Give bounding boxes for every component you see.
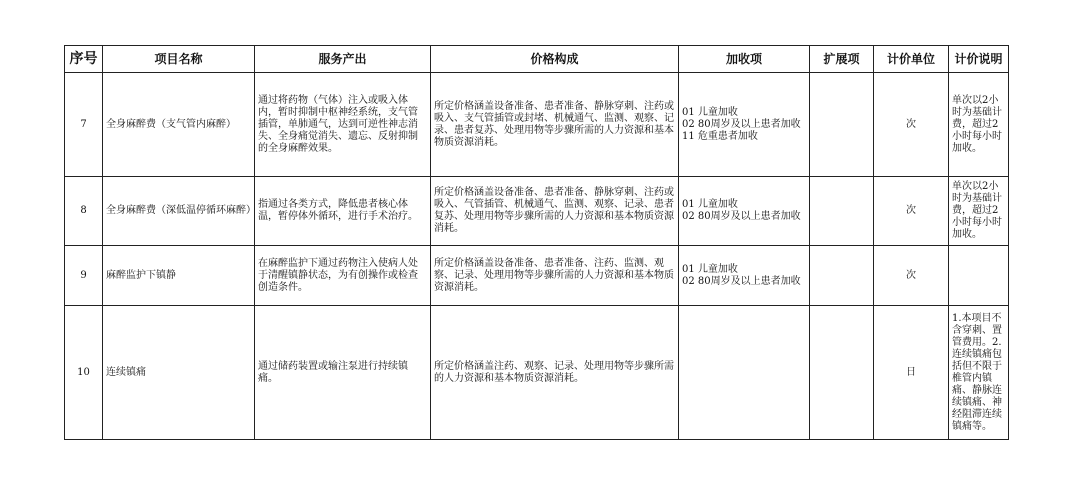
addon-item: 01 儿童加收 [682, 106, 738, 118]
row-no: 8 [65, 177, 103, 246]
header-unit: 计价单位 [874, 46, 949, 73]
row-note [949, 246, 1009, 306]
table-row [65, 246, 1009, 306]
row-price: 所定价格涵盖设备准备、患者准备、静脉穿刺、注药或吸入、气管插管、机械通气、监测、观察、记录、患者复苏、处理用物等步骤所需的人力资源和基本物质资源消耗。 [431, 177, 679, 246]
row-ext [810, 246, 874, 306]
row-no: 10 [65, 306, 103, 440]
row-unit: 次 [874, 73, 949, 177]
row-unit: 次 [874, 246, 949, 306]
row-unit: 日 [874, 306, 949, 440]
table-row [65, 73, 1009, 177]
row-no: 9 [65, 246, 103, 306]
header-addons: 加收项 [679, 46, 810, 73]
row-no: 7 [65, 73, 103, 177]
table-row [65, 306, 1009, 440]
row-output: 通过储药装置或输注泵进行持续镇痛。 [255, 306, 431, 440]
row-output: 指通过各类方式，降低患者核心体温，暂停体外循环，进行手术治疗。 [255, 177, 431, 246]
header-row [65, 46, 1009, 73]
row-note: 1.本项目不含穿刺、置管费用。2.连续镇痛包括但不限于椎管内镇痛、静脉连续镇痛、神经阻滞连续镇痛等。 [949, 306, 1009, 440]
addon-item: 01 儿童加收 [682, 199, 738, 210]
fee-table [64, 45, 1009, 440]
addon-item: 02 80周岁及以上患者加收 [682, 118, 801, 130]
row-price: 所定价格涵盖注药、观察、记录、处理用物等步骤所需的人力资源和基本物质资源消耗。 [431, 306, 679, 440]
header-no: 序号 [65, 46, 103, 73]
row-ext [810, 73, 874, 177]
row-name: 全身麻醉费（深低温停循环麻醉） [103, 177, 255, 246]
header-note: 计价说明 [949, 46, 1009, 73]
header-name: 项目名称 [103, 46, 255, 73]
addon-item: 02 80周岁及以上患者加收 [682, 211, 801, 222]
row-output: 通过将药物（气体）注入或吸入体内，暂时抑制中枢神经系统，支气管插管，单肺通气，达到可逆性神志消失、全身痛觉消失、遗忘、反射抑制的全身麻醉效果。 [255, 73, 431, 177]
row-name: 麻醉监护下镇静 [103, 246, 255, 306]
row-addons [679, 306, 810, 440]
row-ext [810, 306, 874, 440]
row-price: 所定价格涵盖设备准备、患者准备、静脉穿刺、注药或吸入、支气管插管或封堵、机械通气、监测、观察、记录、患者复苏、处理用物等步骤所需的人力资源和基本物质资源消耗。 [431, 73, 679, 177]
header-ext: 扩展项 [810, 46, 874, 73]
row-note: 单次以2小时为基础计费，超过2小时每小时加收。 [949, 73, 1009, 177]
addon-item: 11 危重患者加收 [682, 130, 758, 142]
table-row [65, 177, 1009, 246]
header-output: 服务产出 [255, 46, 431, 73]
row-output: 在麻醉监护下通过药物注入使病人处于清醒镇静状态，为有创操作或检查创造条件。 [255, 246, 431, 306]
row-note: 单次以2小时为基础计费，超过2小时每小时加收。 [949, 177, 1009, 246]
row-addons [679, 246, 810, 306]
header-price: 价格构成 [431, 46, 679, 73]
row-name: 全身麻醉费（支气管内麻醉） [103, 73, 255, 177]
row-name: 连续镇痛 [103, 306, 255, 440]
row-ext [810, 177, 874, 246]
row-unit: 次 [874, 177, 949, 246]
row-price: 所定价格涵盖设备准备、患者准备、注药、监测、观察、记录、处理用物等步骤所需的人力资源和基本物质资源消耗。 [431, 246, 679, 306]
addon-item: 02 80周岁及以上患者加收 [682, 275, 801, 287]
addon-item: 01 儿童加收 [682, 263, 738, 275]
row-addons [679, 177, 810, 246]
row-addons [679, 73, 810, 177]
